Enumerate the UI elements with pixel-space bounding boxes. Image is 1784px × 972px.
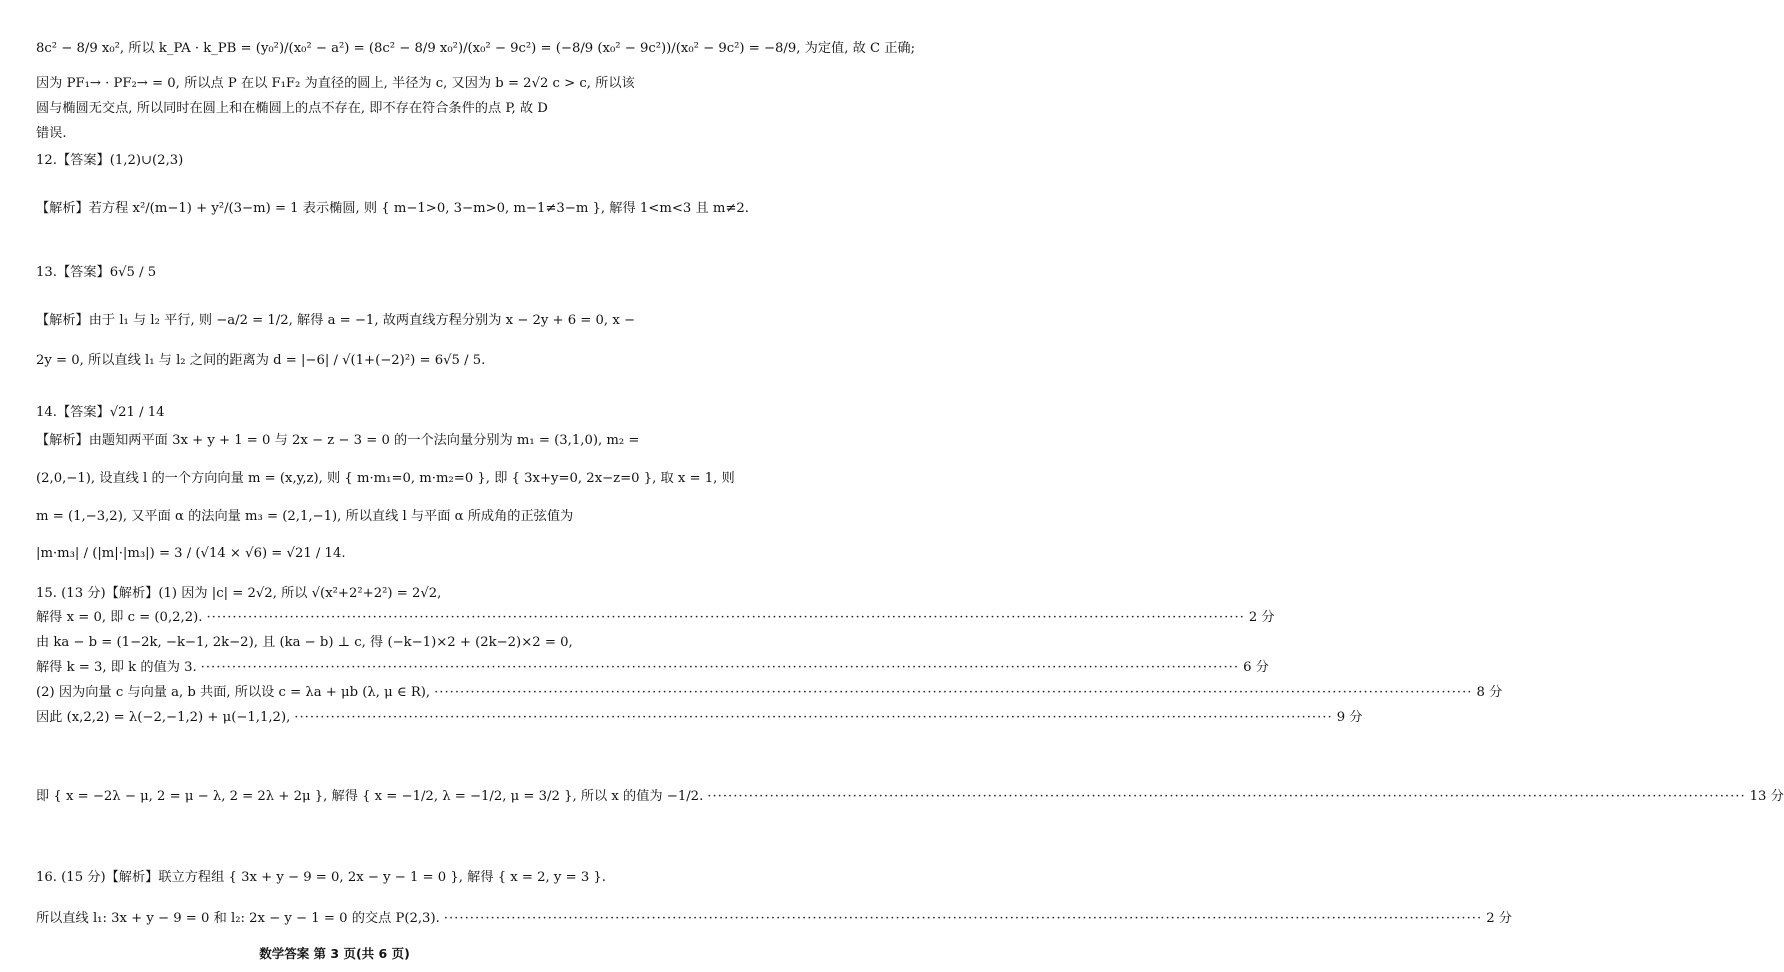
scored-line-text: 所以直线 l₁: 3x + y − 9 = 0 和 l₂: 2x − y − 1 = 0 的交点 P(2,3). [36,911,440,926]
text-line: 14.【答案】√21 / 14 [36,405,165,420]
text-line: 8c² − 8/9 x₀², 所以 k_PA · k_PB = (y₀²)/(x₀² − a²) = (8c² − 8/9 x₀²)/(x₀² − 9c²) = (−8/9 (x₀² − 9c²))/(x₀² − 9c²) = −8/9, 为定值, 故 C 正确; [36,41,916,56]
text-line: 错误. [36,126,67,141]
scored-line-text: (2) 因为向量 c 与向量 a, b 共面, 所以设 c = λa + μb (λ, μ ∈ R), [36,685,431,700]
scored-line-text: 由 ka − b = (1−2k, −k−1, 2k−2), 且 (ka − b) ⊥ c, 得 (−k−1)×2 + (2k−2)×2 = 0, [36,635,573,650]
text-line: 圆与椭圆无交点, 所以同时在圆上和在椭圆上的点不存在, 即不存在符合条件的点 P, 故 D [36,101,548,116]
scored-line-text: 即 { x = −2λ − μ, 2 = μ − λ, 2 = 2λ + 2μ }, 解得 { x = −1/2, λ = −1/2, μ = 3/2 }, 所以 x 的值为 −1/2. [36,789,704,804]
scored-line-text: 因此 (x,2,2) = λ(−2,−1,2) + μ(−1,1,2), [36,710,291,725]
text-line: 【解析】若方程 x²/(m−1) + y²/(3−m) = 1 表示椭圆, 则 { m−1>0, 3−m>0, m−1≠3−m }, 解得 1<m<3 且 m≠2. [36,201,749,216]
text-line: 【解析】由于 l₁ 与 l₂ 平行, 则 −a/2 = 1/2, 解得 a = −1, 故两直线方程分别为 x − 2y + 6 = 0, x − [36,313,635,328]
scored-line-text: 15. (13 分)【解析】(1) 因为 |c| = 2√2, 所以 √(x²+2²+2²) = 2√2, [36,586,442,601]
scored-line-text: 解得 k = 3, 即 k 的值为 3. [36,660,197,675]
scored-line [36,684,1503,702]
scored-line [36,869,655,887]
score-label: 9 分 [1336,710,1363,725]
scored-line-text: 解得 x = 0, 即 c = (0,2,2). [36,610,203,625]
leader-dots: ········································································································································································································ [434,685,1473,700]
leader-dots: ········································································································································································································ [200,660,1240,675]
score-label: 6 分 [1243,660,1269,675]
leader-dots: ········································································································································································································ [707,789,1746,804]
text-line: 【解析】由题知两平面 3x + y + 1 = 0 与 2x − z − 3 = 0 的一个法向量分别为 m₁ = (3,1,0), m₂ = [36,433,640,448]
scored-line [36,788,1784,806]
text-line: 2y = 0, 所以直线 l₁ 与 l₂ 之间的距离为 d = |−6| / √(1+(−2)²) = 6√5 / 5. [36,353,486,368]
leader-dots: ········································································································································································································ [294,710,1333,725]
scored-line [36,709,1363,727]
text-line: 因为 PF₁→ · PF₂→ = 0, 所以点 P 在以 F₁F₂ 为直径的圆上, 半径为 c, 又因为 b = 2√2 c > c, 所以该 [36,76,635,91]
score-label: 8 分 [1476,685,1503,700]
leader-dots: ········································································································································································································ [443,911,1483,926]
text-line: 13.【答案】6√5 / 5 [36,265,157,280]
scored-line [36,659,1269,677]
leader-dots: ········································································································································································································ [206,610,1245,625]
score-label: 2 分 [1248,610,1275,625]
text-line: |m·m₃| / (|m|·|m₃|) = 3 / (√14 × √6) = √21 / 14. [36,546,346,561]
text-line: m = (1,−3,2), 又平面 α 的法向量 m₃ = (2,1,−1), 所以直线 l 与平面 α 所成角的正弦值为 [36,509,574,524]
score-label: 13 分 [1749,789,1784,804]
score-label: 2 分 [1486,911,1512,926]
text-line: (2,0,−1), 设直线 l 的一个方向向量 m = (x,y,z), 则 { m·m₁=0, m·m₂=0 }, 即 { 3x+y=0, 2x−z=0 }, 取 x = 1, 则 [36,471,735,486]
scored-line [36,609,1275,627]
scored-line-text: 16. (15 分)【解析】联立方程组 { 3x + y − 9 = 0, 2x − y − 1 = 0 }, 解得 { x = 2, y = 3 }. [36,870,606,885]
page-footer: 数学答案 第 3 页(共 6 页) [259,946,410,961]
text-line: 12.【答案】(1,2)∪(2,3) [36,153,184,168]
scored-line [36,910,1512,928]
scored-line [36,634,655,652]
scored-line [36,585,655,603]
